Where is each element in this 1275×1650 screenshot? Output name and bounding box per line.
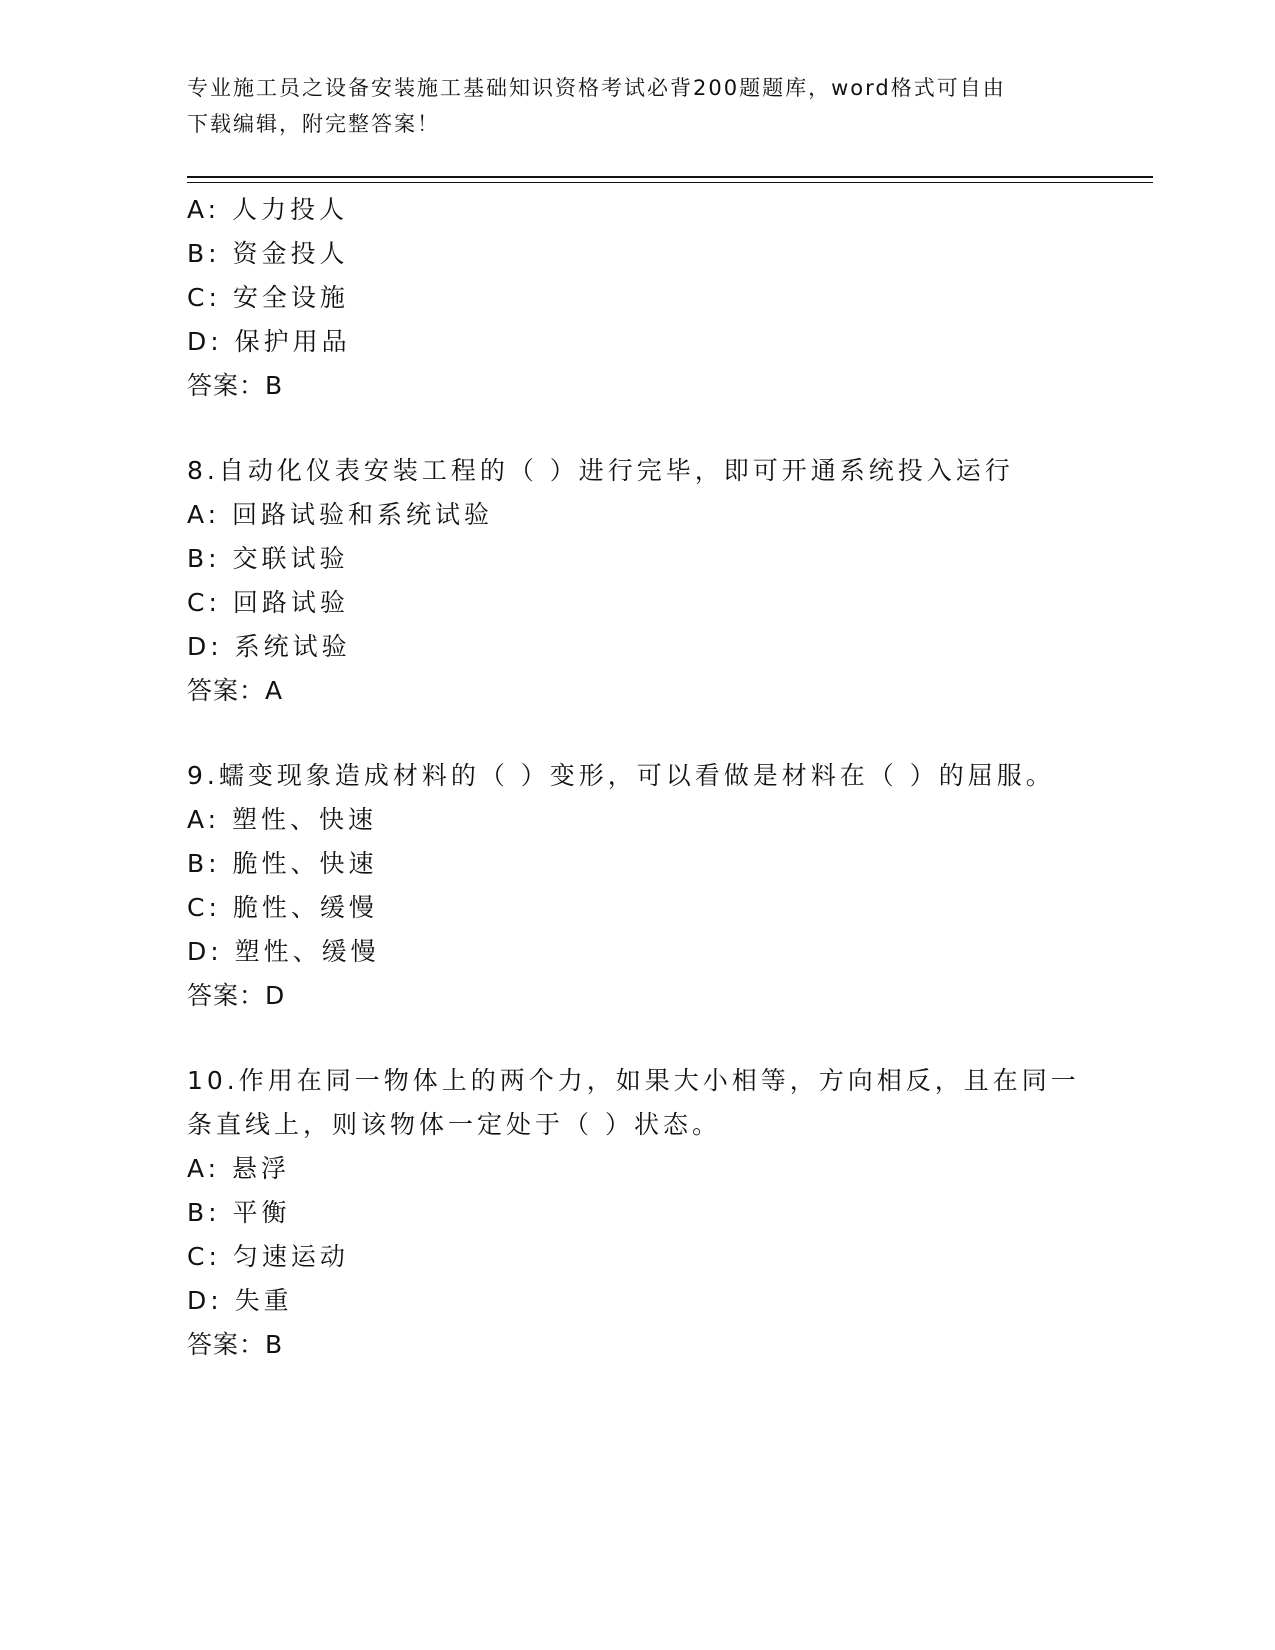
q7-answer: 答案：B [187,371,284,400]
q10-stem-line-2: 条直线上，则该物体一定处于（ ）状态。 [187,1110,721,1139]
q10-option-b: B: 平衡 [187,1198,291,1227]
q8-option-b: B: 交联试验 [187,544,349,573]
q10-option-c: C: 匀速运动 [187,1242,349,1271]
q9-option-b: B: 脆性、快速 [187,849,378,878]
q8-option-a: A: 回路试验和系统试验 [187,500,494,529]
q9-answer: 答案：D [187,981,286,1010]
header-divider-thick [187,176,1153,178]
q8-answer: 答案：A [187,676,284,705]
q9-option-c: C: 脆性、缓慢 [187,893,378,922]
q9-option-a: A: 塑性、快速 [187,805,378,834]
q9-stem: 9.蠕变现象造成材料的（ ）变形，可以看做是材料在（ ）的屈服。 [187,761,1055,790]
header-title-line-1: 专业施工员之设备安装施工基础知识资格考试必背200题题库，word格式可自由 [187,76,1006,100]
q10-answer: 答案：B [187,1330,284,1359]
q7-option-d: D: 保护用品 [187,327,351,356]
q10-option-d: D: 失重 [187,1286,293,1315]
header-title-line-2: 下载编辑，附完整答案！ [187,112,440,136]
q9-option-d: D: 塑性、缓慢 [187,937,380,966]
q7-option-b: B: 资金投人 [187,239,349,268]
q10-stem-line-1: 10.作用在同一物体上的两个力，如果大小相等，方向相反，且在同一 [187,1066,1080,1095]
document-header [187,70,1087,142]
q10-option-a: A: 悬浮 [187,1154,291,1183]
q8-option-d: D: 系统试验 [187,632,351,661]
q8-option-c: C: 回路试验 [187,588,349,617]
header-divider-thin [187,182,1153,183]
q8-stem: 8.自动化仪表安装工程的（ ）进行完毕，即可开通系统投入运行 [187,456,1014,485]
q7-option-c: C: 安全设施 [187,283,349,312]
q7-option-a: A: 人力投人 [187,195,349,224]
